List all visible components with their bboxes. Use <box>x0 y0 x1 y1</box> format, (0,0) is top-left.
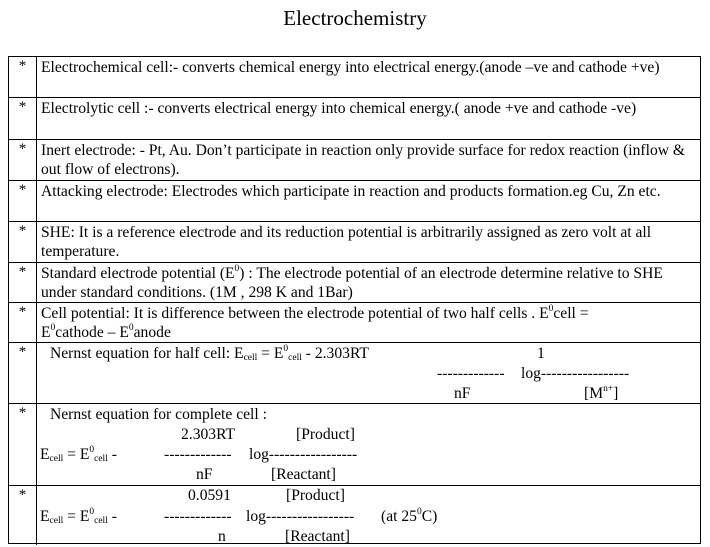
table-row <box>9 342 700 403</box>
denominator-n: n <box>218 528 226 545</box>
table-row <box>9 57 700 97</box>
table-row <box>9 403 700 485</box>
bullet-marker: * <box>9 222 37 262</box>
bullet-marker: * <box>9 486 37 545</box>
cell-potential-lhs: $E_{cell} = E^0_{cell}$ - <box>40 445 117 464</box>
table-row <box>9 221 700 262</box>
table-row <box>9 262 700 302</box>
definition-text: Attacking electrode: Electrodes which participate in reaction and products formation.eg Cu, Zn etc. <box>41 183 661 200</box>
cell-potential-lhs: $E_{cell} = E^0_{cell}$ - <box>40 507 117 526</box>
table-row <box>9 180 700 221</box>
bullet-marker: * <box>9 140 37 180</box>
bullet-marker: * <box>9 181 37 221</box>
numerator-0591: 0.0591 <box>188 487 231 504</box>
bullet-marker: * <box>9 343 37 403</box>
bullet-marker: * <box>9 303 37 342</box>
standard-potential-text: Standard electrode potential $(E^0)$ : The electrode potential of an electrode determine relative to SHE under standard conditions. (1M , 298 K and 1Bar) <box>41 264 663 301</box>
log-fraction-line: log----------------- <box>246 508 355 525</box>
bullet-marker: * <box>9 57 37 97</box>
log-fraction-line: log----------------- <box>521 365 630 382</box>
denominator-nF: nF <box>196 466 213 483</box>
page-title: Electrochemistry <box>283 6 427 30</box>
definition-text: Inert electrode: - Pt, Au. Don’t participate in reaction only provide surface for redox reaction (inflow & out flow of electrons). <box>41 142 686 178</box>
reactant-term: [Reactant] <box>271 466 336 483</box>
denominator-nF: nF <box>454 385 471 402</box>
notes-table <box>8 56 701 544</box>
numerator-one: 1 <box>537 345 545 362</box>
definition-text: Electrochemical cell:- converts chemical energy into electrical energy.(anode –ve and cathode +ve) <box>41 59 660 76</box>
table-row <box>9 302 700 342</box>
cell-potential-text: Cell potential: It is difference between the electrode potential of two half cells . $E^0cell$ = $E^0cathode$ – $E^0anode$ <box>41 304 589 341</box>
table-row <box>9 485 700 545</box>
ion-concentration: $[M^{n+}]$ <box>584 384 619 402</box>
temperature-note: (at $25^0C$) <box>381 507 438 525</box>
table-row <box>9 139 700 180</box>
product-term: [Product] <box>286 487 345 504</box>
fraction-line: ------------- <box>164 446 232 463</box>
reactant-term: [Reactant] <box>285 528 350 545</box>
fraction-line: ------------- <box>437 365 505 382</box>
bullet-marker: * <box>9 404 37 485</box>
bullet-marker: * <box>9 98 37 139</box>
nernst-full-label: Nernst equation for complete cell : <box>50 406 267 423</box>
table-row <box>9 97 700 139</box>
product-term: [Product] <box>296 426 355 443</box>
bullet-marker: * <box>9 263 37 302</box>
definition-text: Electrolytic cell :- converts electrical energy into chemical energy.( anode +ve and cathode -ve) <box>41 100 637 117</box>
log-fraction-line: log----------------- <box>249 446 358 463</box>
numerator-2303RT: 2.303RT <box>181 426 236 443</box>
nernst-half-equation: Nernst equation for half cell: $E_{cell} = E^0_{cell} - 2.303RT$ <box>50 344 369 363</box>
fraction-line: ------------- <box>164 508 232 525</box>
definition-text: SHE: It is a reference electrode and its reduction potential is arbitrarily assigned as zero volt at all temperature. <box>41 224 652 260</box>
